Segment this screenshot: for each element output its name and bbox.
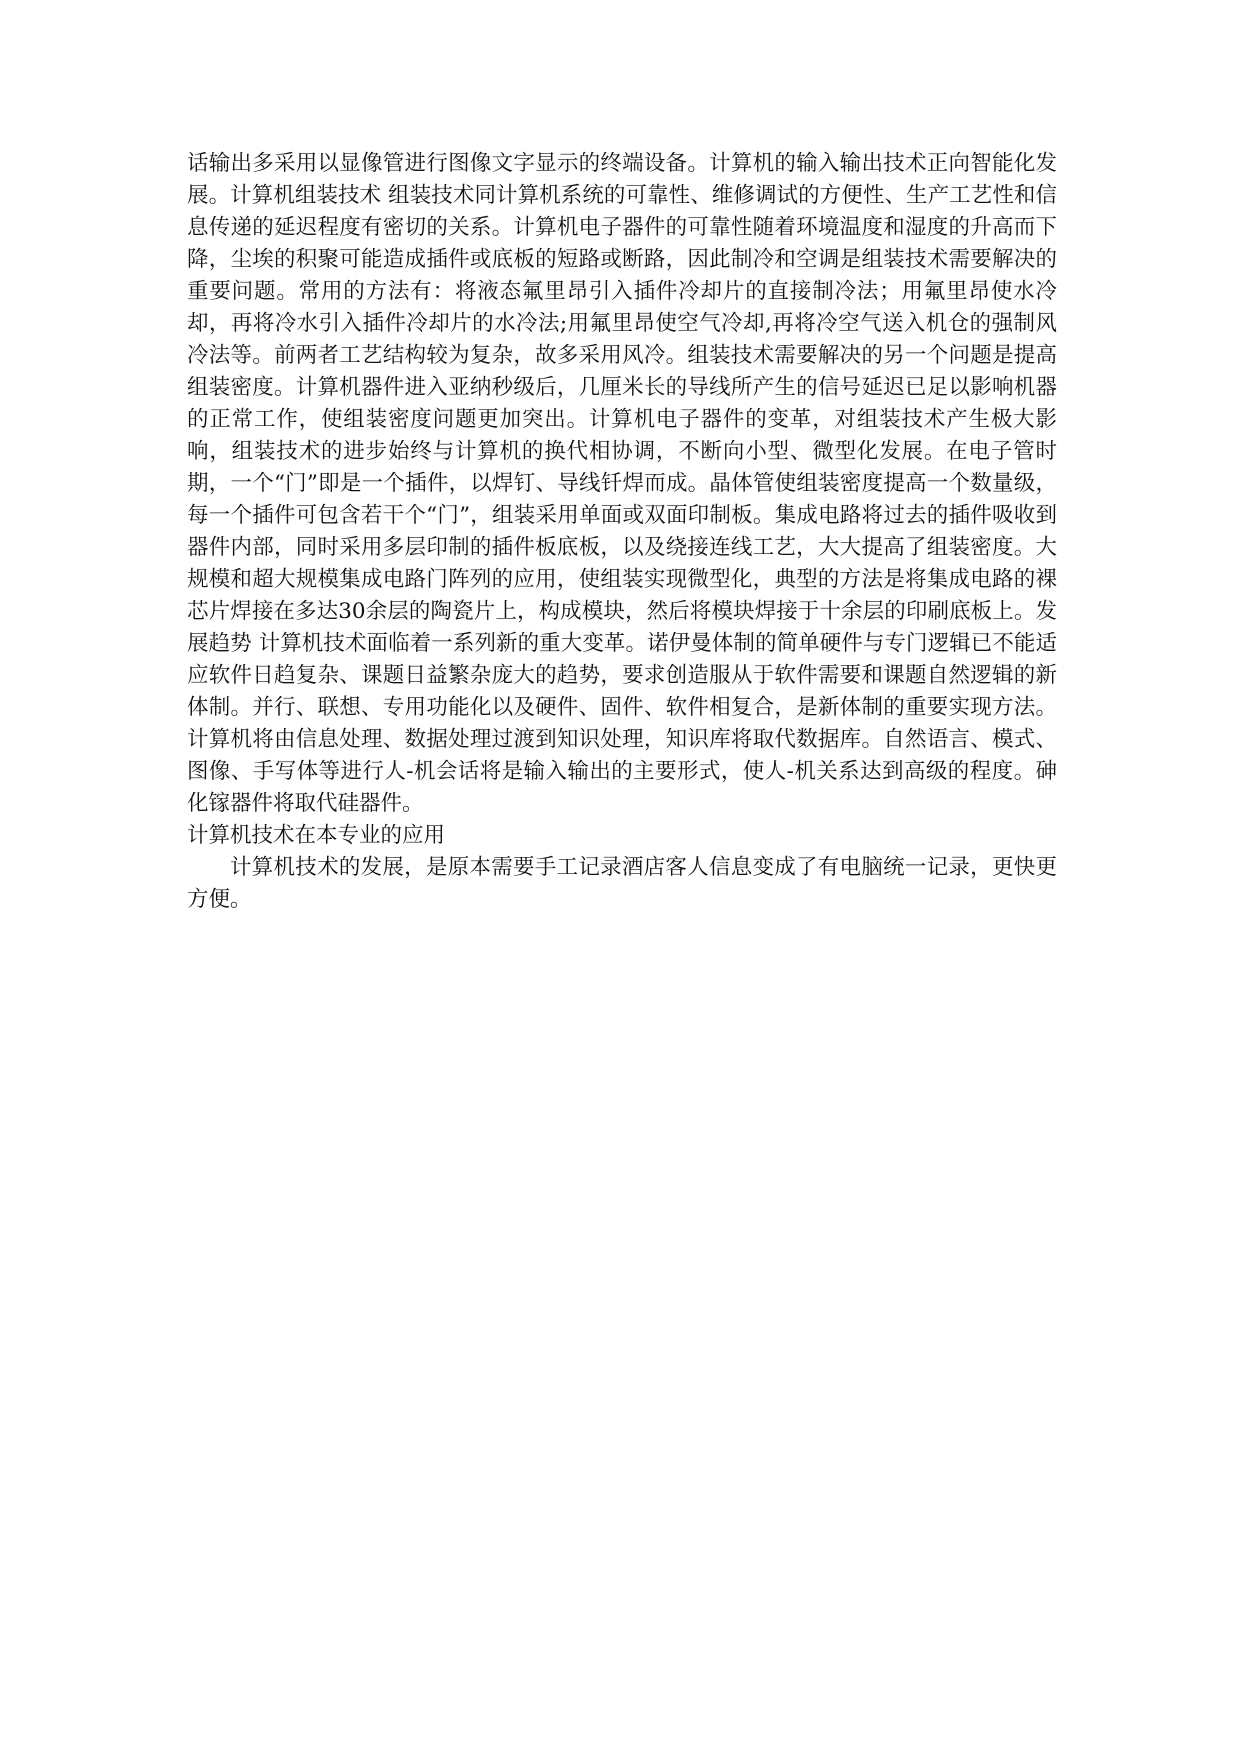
document-body: [187, 148, 1057, 916]
body-paragraph: 话输出多采用以显像管进行图像文字显示的终端设备。计算机的输入输出技术正向智能化发展。计算机组装技术 组装技术同计算机系统的可靠性、维修调试的方便性、生产工艺性和信息传递的延迟程度有密切的关系。计算机电子器件的可靠性随着环境温度和湿度的升高而下降，尘埃的积聚可能造成插件或底板的短路或断路，因此制冷和空调是组装技术需要解决的重要问题。常用的方法有：将液态氟里昂引入插件冷却片的直接制冷法；用氟里昂使水冷却，再将冷水引入插件冷却片的水冷法;用氟里昂使空气冷却,再将冷空气送入机仓的强制风冷法等。前两者工艺结构较为复杂，故多采用风冷。组装技术需要解决的另一个问题是提高组装密度。计算机器件进入亚纳秒级后，几厘米长的导线所产生的信号延迟已足以影响机器的正常工作，使组装密度问题更加突出。计算机电子器件的变革，对组装技术产生极大影响，组装技术的进步始终与计算机的换代相协调，不断向小型、微型化发展。在电子管时期，一个“门”即是一个插件，以焊钉、导线钎焊而成。晶体管使组装密度提高一个数量级，每一个插件可包含若干个“门”，组装采用单面或双面印制板。集成电路将过去的插件吸收到器件内部，同时采用多层印制的插件板底板，以及绕接连线工艺，大大提高了组装密度。大规模和超大规模集成电路门阵列的应用，使组装实现微型化，典型的方法是将集成电路的裸芯片焊接在多达30余层的陶瓷片上，构成模块，然后将模块焊接于十余层的印刷底板上。发展趋势 计算机技术面临着一系列新的重大变革。诺伊曼体制的简单硬件与专门逻辑已不能适应软件日趋复杂、课题日益繁杂庞大的趋势，要求创造服从于软件需要和课题自然逻辑的新体制。并行、联想、专用功能化以及硬件、固件、软件相复合，是新体制的重要实现方法。计算机将由信息处理、数据处理过渡到知识处理，知识库将取代数据库。自然语言、模式、图像、手写体等进行人-机会话将是输入输出的主要形式，使人-机关系达到高级的程度。砷化镓器件将取代硅器件。: [187, 151, 1057, 816]
section-paragraph: 计算机技术的发展，是原本需要手工记录酒店客人信息变成了有电脑统一记录，更快更方便。: [187, 855, 1057, 912]
section-heading: 计算机技术在本专业的应用: [187, 823, 446, 848]
